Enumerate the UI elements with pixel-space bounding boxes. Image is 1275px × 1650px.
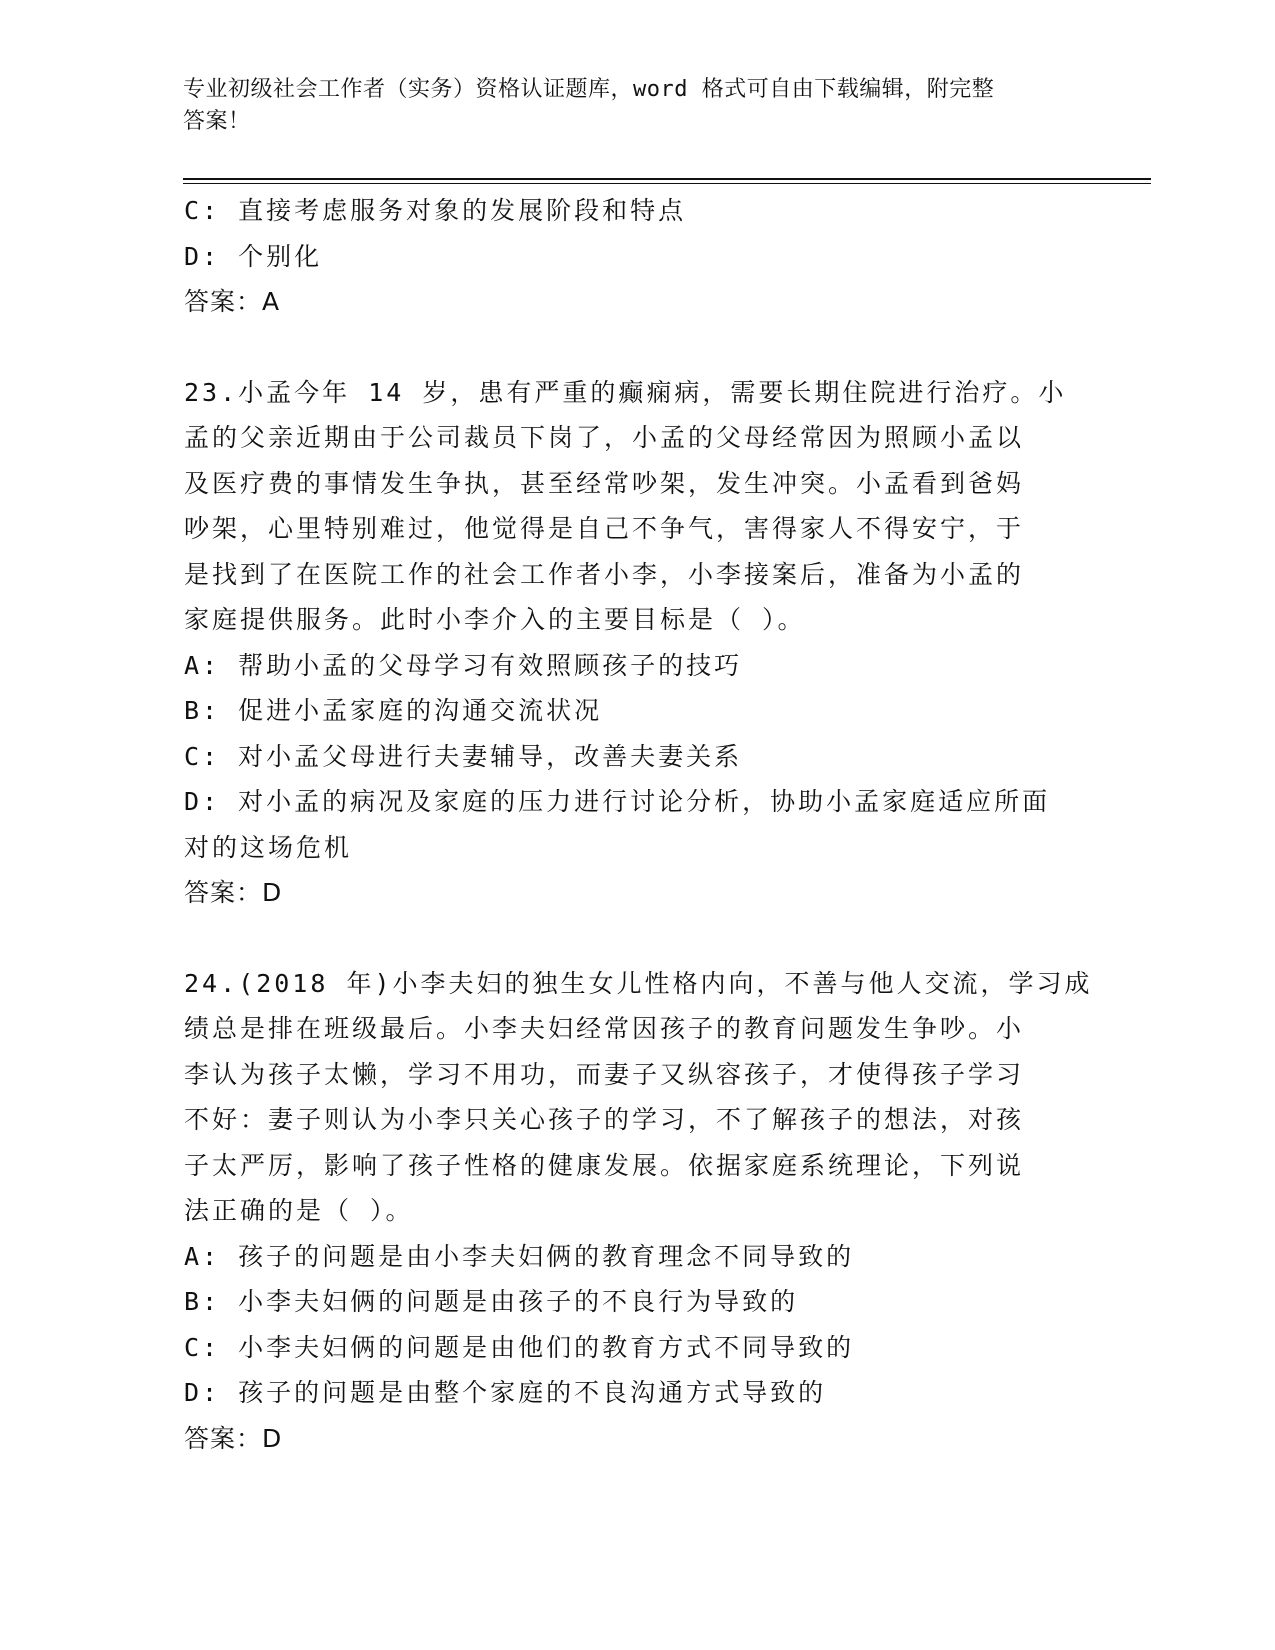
option-c: C: 直接考虑服务对象的发展阶段和特点	[184, 196, 687, 225]
option-d: D: 个别化	[184, 241, 323, 271]
stem-line: 不好：妻子则认为小李只关心孩子的学习，不了解孩子的想法，对孩	[184, 1105, 1025, 1134]
header-divider	[183, 178, 1151, 184]
header-line-2: 答案！	[183, 109, 251, 134]
option-a: A: 帮助小孟的父母学习有效照顾孩子的技巧	[184, 650, 743, 680]
stem-line: 及医疗费的事情发生争执，甚至经常吵架，发生冲突。小孟看到爸妈	[184, 468, 1025, 498]
option-c: C: 小李夫妇俩的问题是由他们的教育方式不同导致的	[184, 1332, 855, 1362]
stem-line: 吵架，心里特别难过，他觉得是自己不争气，害得家人不得安宁，于	[184, 514, 1025, 543]
question-stem	[184, 961, 1093, 1234]
option-b: B: 小李夫妇俩的问题是由孩子的不良行为导致的	[184, 1287, 799, 1316]
option-d-continued: 对的这场危机	[184, 832, 353, 862]
stem-line: 子太严厉，影响了孩子性格的健康发展。依据家庭系统理论，下列说	[184, 1150, 1025, 1180]
spacer	[184, 325, 1084, 370]
stem-line: 23.小孟今年 14 岁，患有严重的癫痫病，需要长期住院进行治疗。小	[184, 377, 1067, 407]
spacer	[184, 916, 1084, 961]
answer-line: 答案：D	[184, 878, 283, 907]
document-body	[184, 188, 1093, 1461]
question-24	[184, 961, 1093, 1462]
answer-line: 答案：D	[184, 1423, 283, 1453]
question-23	[184, 370, 1084, 916]
option-b: B: 促进小孟家庭的沟通交流状况	[184, 696, 603, 725]
prev-question	[184, 188, 1084, 325]
header-line-1: 专业初级社会工作者（实务）资格认证题库，word 格式可自由下载编辑，附完整	[183, 77, 995, 102]
answer-line: 答案：A	[184, 287, 281, 316]
stem-line: 是找到了在医院工作的社会工作者小李，小李接案后，准备为小孟的	[184, 559, 1025, 589]
option-c: C: 对小孟父母进行夫妻辅导，改善夫妻关系	[184, 741, 743, 771]
option-d: D: 对小孟的病况及家庭的压力进行讨论分析，协助小孟家庭适应所面	[184, 787, 1051, 816]
stem-line: 24.(2018 年)小李夫妇的独生女儿性格内向，不善与他人交流，学习成	[184, 968, 1093, 998]
question-stem	[184, 370, 1084, 643]
stem-line: 李认为孩子太懒，学习不用功，而妻子又纵容孩子，才使得孩子学习	[184, 1059, 1025, 1089]
stem-line: 法正确的是（ ）。	[184, 1196, 414, 1225]
stem-line: 绩总是排在班级最后。小李夫妇经常因孩子的教育问题发生争吵。小	[184, 1014, 1025, 1043]
option-d: D: 孩子的问题是由整个家庭的不良沟通方式导致的	[184, 1378, 827, 1407]
stem-line: 家庭提供服务。此时小李介入的主要目标是（ ）。	[184, 605, 806, 634]
stem-line: 孟的父亲近期由于公司裁员下岗了，小孟的父母经常因为照顾小孟以	[184, 423, 1025, 452]
option-a: A: 孩子的问题是由小李夫妇俩的教育理念不同导致的	[184, 1241, 855, 1271]
page-header	[183, 74, 1063, 138]
